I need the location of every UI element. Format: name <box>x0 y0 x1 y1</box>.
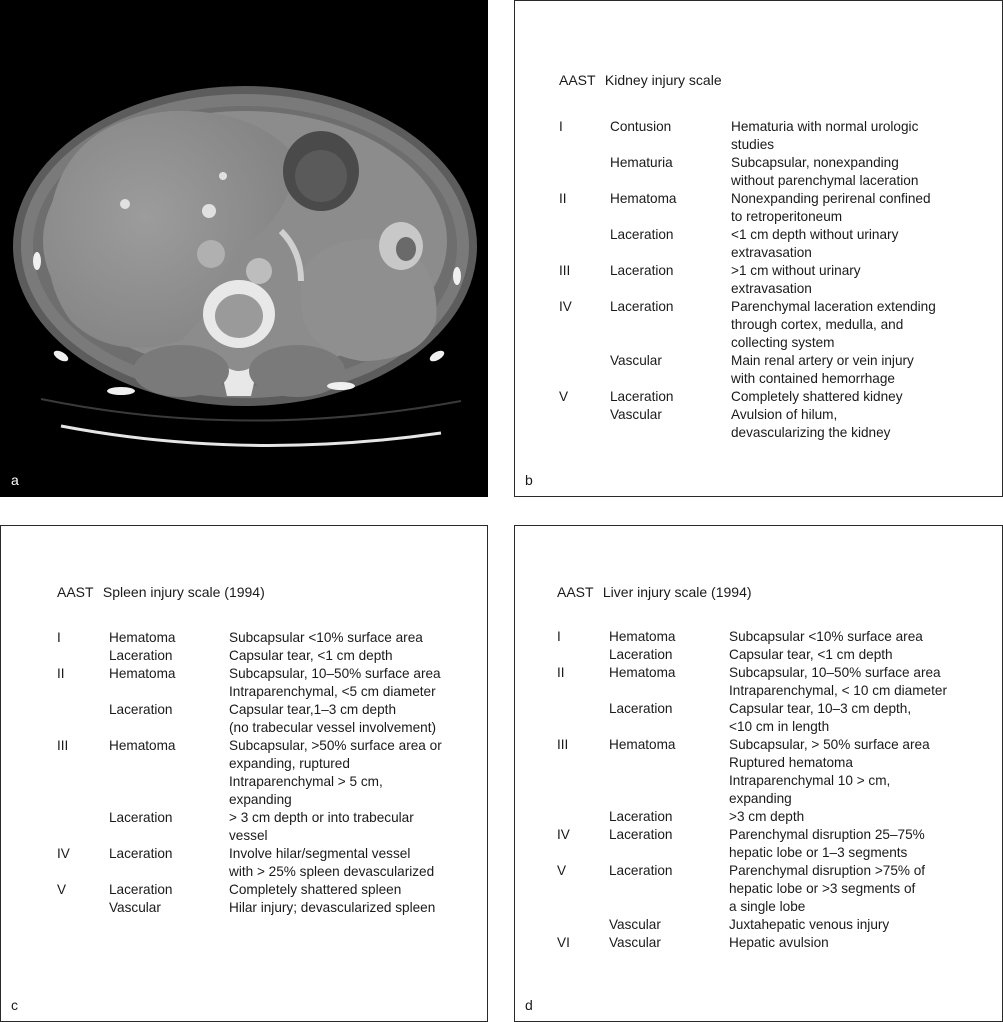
description-line: Parenchymal disruption 25–75% <box>729 827 925 842</box>
table-row <box>57 881 442 899</box>
table-row <box>57 647 442 665</box>
table-row <box>559 190 936 226</box>
grade-cell: II <box>559 191 567 206</box>
table-row <box>559 406 936 442</box>
injury-type-cell: Vascular <box>609 917 661 932</box>
grade-cell: V <box>557 863 567 878</box>
description-cell <box>229 701 442 737</box>
scale-title <box>557 584 752 600</box>
kidney-scale-panel <box>514 0 1003 497</box>
injury-type-cell: Laceration <box>610 263 674 278</box>
scale-title-text: Spleen injury scale (1994) <box>102 584 265 600</box>
table-row <box>557 664 947 700</box>
panel-label: a <box>11 472 19 488</box>
description-line: extravasation <box>731 281 812 296</box>
table-row <box>559 226 936 262</box>
injury-type-cell: Laceration <box>610 299 674 314</box>
table-row <box>557 916 947 934</box>
description-cell <box>229 809 442 845</box>
description-line: vessel <box>229 828 268 843</box>
description-cell <box>731 226 936 262</box>
injury-type-cell: Laceration <box>609 827 673 842</box>
grade-cell: IV <box>559 299 572 314</box>
description-line: Capsular tear, 10–3 cm depth, <box>729 701 912 716</box>
injury-type-cell: Vascular <box>610 407 662 422</box>
ct-scan-panel <box>0 0 488 497</box>
description-cell <box>731 190 936 226</box>
description-cell <box>229 665 442 701</box>
injury-type-cell: Laceration <box>610 389 674 404</box>
table-row <box>557 736 947 808</box>
panel-label: d <box>525 997 533 1013</box>
description-line: Subcapsular, 10–50% surface area <box>729 665 941 680</box>
description-cell <box>729 628 947 646</box>
injury-type-cell: Laceration <box>109 648 173 663</box>
table-row <box>557 826 947 862</box>
injury-type-cell: Hematoma <box>109 630 176 645</box>
injury-type-cell: Laceration <box>609 863 673 878</box>
injury-type-cell: Hematoma <box>609 665 676 680</box>
description-line: Juxtahepatic venous injury <box>729 917 890 932</box>
description-line: with > 25% spleen devascularized <box>229 864 435 879</box>
ct-axial-image <box>1 1 488 497</box>
description-line: Parenchymal laceration extending <box>731 299 936 314</box>
description-cell <box>731 154 936 190</box>
table-row <box>559 262 936 298</box>
description-line: Subcapsular, nonexpanding <box>731 155 899 170</box>
table-row <box>559 154 936 190</box>
scale-table <box>57 629 442 917</box>
grade-cell: III <box>557 737 569 752</box>
scale-table <box>559 118 936 442</box>
panel-label: c <box>11 997 18 1013</box>
injury-type-cell: Vascular <box>610 353 662 368</box>
description-cell <box>731 262 936 298</box>
scale-title <box>57 584 265 600</box>
description-cell <box>729 736 947 808</box>
description-line: Intraparenchymal 10 > cm, <box>729 773 891 788</box>
grade-cell: II <box>57 666 65 681</box>
description-line: collecting system <box>731 335 835 350</box>
injury-type-cell: Hematoma <box>609 629 676 644</box>
grade-cell: IV <box>557 827 570 842</box>
injury-type-cell: Laceration <box>109 810 173 825</box>
scale-org: AAST <box>557 584 594 600</box>
description-line: (no trabecular vessel involvement) <box>229 720 437 735</box>
description-line: Subcapsular <10% surface area <box>729 629 923 644</box>
grade-cell: III <box>559 263 571 278</box>
description-line: studies <box>731 137 775 152</box>
description-line: to retroperitoneum <box>731 209 843 224</box>
description-cell <box>229 737 442 809</box>
description-line: expanding <box>729 791 792 806</box>
description-cell <box>729 862 947 916</box>
description-cell <box>729 916 947 934</box>
injury-type-cell: Hematoma <box>610 191 677 206</box>
description-cell <box>731 352 936 388</box>
table-row <box>557 646 947 664</box>
description-line: Parenchymal disruption >75% of <box>729 863 926 878</box>
scale-title <box>559 72 722 88</box>
description-line: Completely shattered kidney <box>731 389 903 404</box>
injury-type-cell: Laceration <box>609 647 673 662</box>
description-line: Capsular tear, <1 cm depth <box>229 648 393 663</box>
table-row <box>557 808 947 826</box>
injury-type-cell: Hematoma <box>609 737 676 752</box>
grade-cell: I <box>559 119 563 134</box>
description-line: Capsular tear,1–3 cm depth <box>229 702 397 717</box>
description-line: <1 cm depth without urinary <box>731 227 899 242</box>
description-line: Subcapsular, >50% surface area or <box>229 738 442 753</box>
description-line: Nonexpanding perirenal confined <box>731 191 931 206</box>
description-cell <box>731 298 936 352</box>
description-cell <box>729 934 947 952</box>
description-line: >1 cm without urinary <box>731 263 861 278</box>
description-line: Avulsion of hilum, <box>731 407 838 422</box>
scale-org: AAST <box>559 72 596 88</box>
injury-type-cell: Laceration <box>609 701 673 716</box>
description-line: hepatic lobe or 1–3 segments <box>729 845 908 860</box>
description-line: Intraparenchymal, <5 cm diameter <box>229 684 436 699</box>
description-cell <box>229 647 442 665</box>
injury-type-cell: Laceration <box>109 702 173 717</box>
table-row <box>557 628 947 646</box>
scale-title-text: Kidney injury scale <box>604 72 722 88</box>
grade-cell: IV <box>57 846 70 861</box>
table-row <box>57 629 442 647</box>
description-line: a single lobe <box>729 899 806 914</box>
table-row <box>57 899 442 917</box>
description-line: Intraparenchymal, < 10 cm diameter <box>729 683 947 698</box>
grade-cell: I <box>557 629 561 644</box>
injury-type-cell: Hematuria <box>610 155 673 170</box>
description-line: hepatic lobe or >3 segments of <box>729 881 916 896</box>
description-line: Main renal artery or vein injury <box>731 353 914 368</box>
description-line: expanding <box>229 792 292 807</box>
description-line: <10 cm in length <box>729 719 830 734</box>
injury-type-cell: Vascular <box>609 935 661 950</box>
description-line: without parenchymal laceration <box>731 173 919 188</box>
grade-cell: VI <box>557 935 570 950</box>
injury-type-cell: Laceration <box>609 809 673 824</box>
scale-title-text: Liver injury scale (1994) <box>602 584 752 600</box>
description-line: Intraparenchymal > 5 cm, <box>229 774 383 789</box>
table-row <box>557 934 947 952</box>
table-row <box>557 700 947 736</box>
spleen-scale-panel <box>0 525 488 1022</box>
description-line: Ruptured hematoma <box>729 755 853 770</box>
injury-type-cell: Laceration <box>610 227 674 242</box>
description-cell <box>729 826 947 862</box>
description-line: with contained hemorrhage <box>731 371 895 386</box>
injury-type-cell: Laceration <box>109 846 173 861</box>
injury-type-cell: Hematoma <box>109 738 176 753</box>
description-cell <box>229 629 442 647</box>
description-line: Hilar injury; devascularized spleen <box>229 900 436 915</box>
description-cell <box>729 808 947 826</box>
panel-label: b <box>525 472 533 488</box>
description-line: Subcapsular, 10–50% surface area <box>229 666 441 681</box>
table-row <box>559 118 936 154</box>
description-line: Hepatic avulsion <box>729 935 829 950</box>
description-cell <box>731 406 936 442</box>
description-line: expanding, ruptured <box>229 756 350 771</box>
description-cell <box>731 388 936 406</box>
injury-type-cell: Vascular <box>109 900 161 915</box>
injury-type-cell: Contusion <box>610 119 672 134</box>
description-line: through cortex, medulla, and <box>731 317 904 332</box>
description-cell <box>729 664 947 700</box>
liver-scale-panel <box>514 525 1003 1022</box>
grade-cell: I <box>57 630 61 645</box>
description-line: Hematuria with normal urologic <box>731 119 919 134</box>
description-line: Involve hilar/segmental vessel <box>229 846 411 861</box>
table-row <box>57 809 442 845</box>
description-line: > 3 cm depth or into trabecular <box>229 810 414 825</box>
table-row <box>559 388 936 406</box>
description-line: Completely shattered spleen <box>229 882 402 897</box>
table-row <box>57 665 442 701</box>
table-row <box>57 737 442 809</box>
description-cell <box>731 118 936 154</box>
description-line: devascularizing the kidney <box>731 425 891 440</box>
description-line: >3 cm depth <box>729 809 805 824</box>
table-row <box>57 845 442 881</box>
grade-cell: III <box>57 738 69 753</box>
description-line: Subcapsular, > 50% surface area <box>729 737 930 752</box>
scale-table <box>557 628 947 952</box>
description-cell <box>229 881 442 899</box>
grade-cell: V <box>559 389 569 404</box>
table-row <box>559 298 936 352</box>
scale-org: AAST <box>57 584 94 600</box>
table-row <box>57 701 442 737</box>
table-row <box>559 352 936 388</box>
injury-type-cell: Hematoma <box>109 666 176 681</box>
description-cell <box>729 700 947 736</box>
grade-cell: II <box>557 665 565 680</box>
description-cell <box>229 845 442 881</box>
description-cell <box>729 646 947 664</box>
description-line: Capsular tear, <1 cm depth <box>729 647 893 662</box>
description-line: extravasation <box>731 245 812 260</box>
grade-cell: V <box>57 882 67 897</box>
table-row <box>557 862 947 916</box>
description-line: Subcapsular <10% surface area <box>229 630 423 645</box>
description-cell <box>229 899 442 917</box>
injury-type-cell: Laceration <box>109 882 173 897</box>
